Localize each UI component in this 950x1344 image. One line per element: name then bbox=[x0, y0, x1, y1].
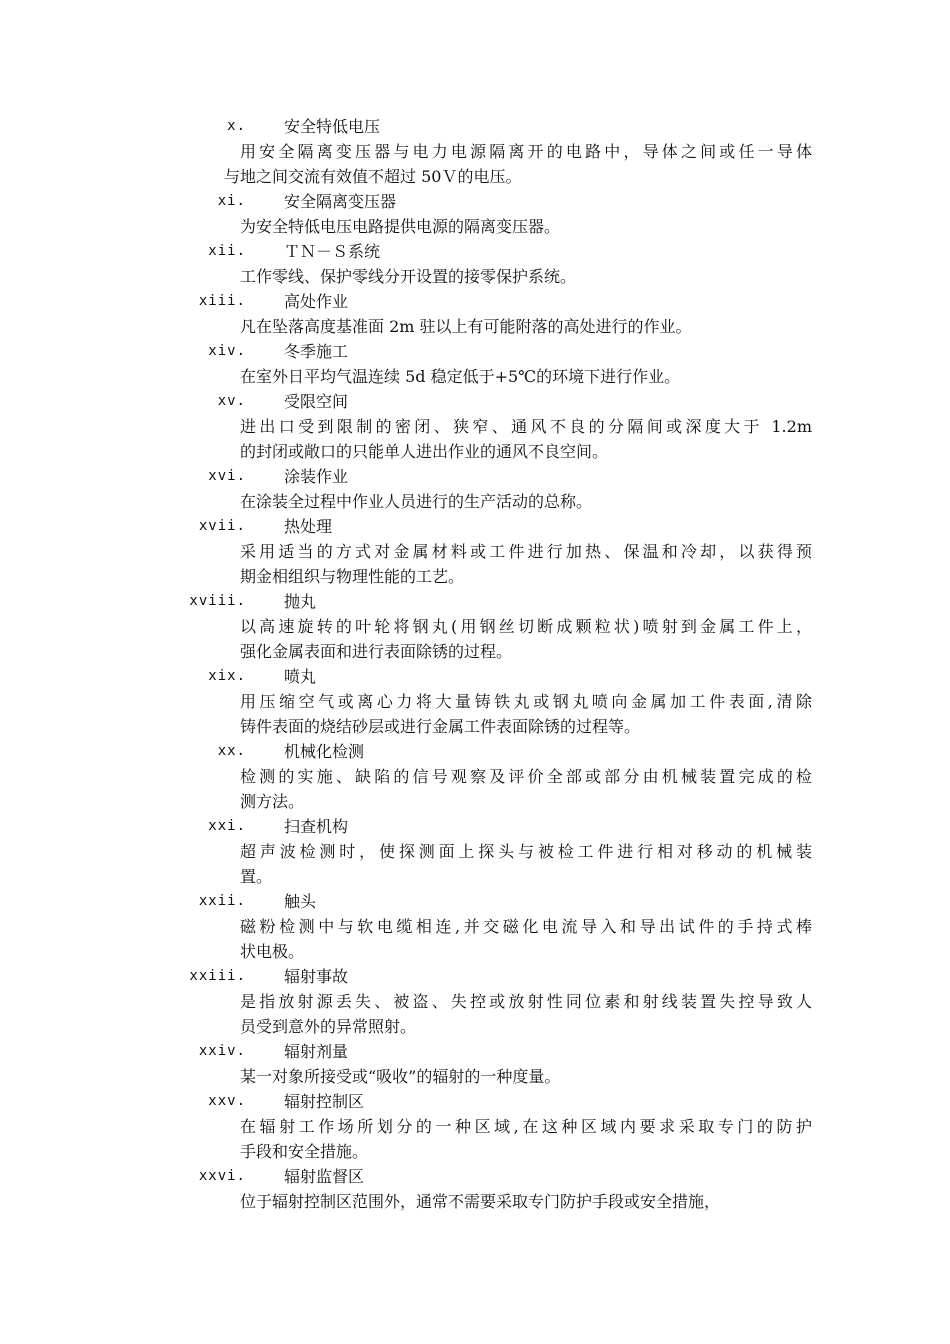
definition-entry bbox=[0, 1164, 950, 1214]
entry-description-line: 在辐射工作场所划分的一种区域,在这种区域内要求采取专门的防护 bbox=[240, 1117, 812, 1136]
entry-number: xxiv. bbox=[198, 1043, 246, 1059]
definition-list bbox=[0, 114, 950, 1214]
definition-entry bbox=[0, 814, 950, 889]
entry-term: 安全隔离变压器 bbox=[284, 192, 397, 211]
entry-description-line: 在室外日平均气温连续 5d 稳定低于+5℃的环境下进行作业。 bbox=[240, 367, 681, 386]
entry-heading bbox=[0, 1089, 950, 1114]
definition-entry bbox=[0, 964, 950, 1039]
entry-description-line: 手段和安全措施。 bbox=[240, 1142, 369, 1161]
entry-heading bbox=[0, 664, 950, 689]
entry-heading bbox=[0, 889, 950, 914]
entry-term: 高处作业 bbox=[284, 292, 349, 311]
entry-number: xii. bbox=[208, 243, 246, 259]
entry-description-line: 与地之间交流有效值不超过 50Ｖ的电压。 bbox=[224, 167, 522, 186]
entry-term: 辐射控制区 bbox=[284, 1092, 365, 1111]
entry-description-line: 期金相组织与物理性能的工艺。 bbox=[240, 567, 465, 586]
entry-number: xxiii. bbox=[189, 968, 246, 984]
entry-term: 受限空间 bbox=[284, 392, 349, 411]
entry-number: xiv. bbox=[208, 343, 246, 359]
entry-heading bbox=[0, 514, 950, 539]
entry-term: 扫查机构 bbox=[284, 817, 349, 836]
entry-number: xx. bbox=[217, 743, 246, 759]
entry-description-line: 以高速旋转的叶轮将钢丸(用钢丝切断成颗粒状)喷射到金属工件上， bbox=[240, 617, 812, 636]
definition-entry bbox=[0, 189, 950, 239]
entry-heading bbox=[0, 389, 950, 414]
entry-description-line: 用压缩空气或离心力将大量铸铁丸或钢丸喷向金属加工件表面,清除 bbox=[240, 692, 812, 711]
definition-entry bbox=[0, 589, 950, 664]
entry-heading bbox=[0, 189, 950, 214]
entry-number: xvi. bbox=[208, 468, 246, 484]
entry-term: 涂装作业 bbox=[284, 467, 349, 486]
entry-description-line: 用安全隔离变压器与电力电源隔离开的电路中，导体之间或任一导体 bbox=[240, 142, 812, 161]
entry-term: 抛丸 bbox=[284, 592, 317, 611]
entry-number: xv. bbox=[217, 393, 246, 409]
entry-number: xxi. bbox=[208, 818, 246, 834]
entry-heading bbox=[0, 1039, 950, 1064]
entry-description-line: 测方法。 bbox=[240, 792, 305, 811]
entry-description-line: 置。 bbox=[240, 867, 273, 886]
entry-term: ＴＮ－Ｓ系统 bbox=[284, 242, 381, 261]
entry-term: 安全特低电压 bbox=[284, 117, 381, 136]
entry-heading bbox=[0, 289, 950, 314]
entry-heading bbox=[0, 339, 950, 364]
entry-number: xiii. bbox=[198, 293, 246, 309]
entry-description-line: 员受到意外的异常照射。 bbox=[240, 1017, 417, 1036]
definition-entry bbox=[0, 514, 950, 589]
entry-number: xxvi. bbox=[198, 1168, 246, 1184]
definition-entry bbox=[0, 1089, 950, 1164]
entry-number: xix. bbox=[208, 668, 246, 684]
entry-heading bbox=[0, 964, 950, 989]
entry-description-line: 的封闭或敞口的只能单人进出作业的通风不良空间。 bbox=[240, 442, 609, 461]
entry-description-line: 在涂装全过程中作业人员进行的生产活动的总称。 bbox=[240, 492, 593, 511]
entry-description-line: 磁粉检测中与软电缆相连,并交磁化电流导入和导出试件的手持式棒 bbox=[240, 917, 812, 936]
entry-term: 辐射监督区 bbox=[284, 1167, 365, 1186]
entry-description-line: 凡在坠落高度基准面 2m 驻以上有可能附落的高处进行的作业。 bbox=[240, 317, 692, 336]
definition-entry bbox=[0, 239, 950, 289]
definition-entry bbox=[0, 889, 950, 964]
entry-number: xxv. bbox=[208, 1093, 246, 1109]
entry-number: xviii. bbox=[189, 593, 246, 609]
entry-description-line: 强化金属表面和进行表面除锈的过程。 bbox=[240, 642, 513, 661]
definition-entry bbox=[0, 464, 950, 514]
entry-term: 喷丸 bbox=[284, 667, 317, 686]
definition-entry bbox=[0, 1039, 950, 1089]
entry-description-line: 位于辐射控制区范围外，通常不需要采取专门防护手段或安全措施， bbox=[240, 1192, 721, 1211]
entry-heading bbox=[0, 1164, 950, 1189]
entry-heading bbox=[0, 814, 950, 839]
definition-entry bbox=[0, 664, 950, 739]
entry-description-line: 采用适当的方式对金属材料或工件进行加热、保温和冷却，以获得预 bbox=[240, 542, 812, 561]
entry-term: 触头 bbox=[284, 892, 317, 911]
entry-term: 冬季施工 bbox=[284, 342, 349, 361]
entry-description-line: 超声波检测时，使探测面上探头与被检工件进行相对移动的机械装 bbox=[240, 842, 812, 861]
entry-description-line: 是指放射源丢失、被盗、失控或放射性同位素和射线装置失控导致人 bbox=[240, 992, 812, 1011]
entry-heading bbox=[0, 739, 950, 764]
definition-entry bbox=[0, 739, 950, 814]
entry-number: xxii. bbox=[198, 893, 246, 909]
entry-description-line: 进出口受到限制的密闭、狭窄、通风不良的分隔间或深度大于 1.2m bbox=[240, 417, 812, 436]
entry-description-line: 为安全特低电压电路提供电源的隔离变压器。 bbox=[240, 217, 561, 236]
entry-term: 辐射剂量 bbox=[284, 1042, 349, 1061]
entry-heading bbox=[0, 589, 950, 614]
entry-heading bbox=[0, 114, 950, 139]
entry-term: 辐射事故 bbox=[284, 967, 349, 986]
entry-description-line: 检测的实施、缺陷的信号观察及评价全部或部分由机械装置完成的检 bbox=[240, 767, 812, 786]
entry-heading bbox=[0, 464, 950, 489]
entry-term: 热处理 bbox=[284, 517, 333, 536]
definition-entry bbox=[0, 114, 950, 189]
entry-term: 机械化检测 bbox=[284, 742, 365, 761]
entry-description-line: 状电极。 bbox=[240, 942, 305, 961]
entry-number: x. bbox=[227, 118, 246, 134]
entry-heading bbox=[0, 239, 950, 264]
entry-description-line: 某一对象所接受或“吸收”的辐射的一种度量。 bbox=[240, 1067, 561, 1086]
definition-entry bbox=[0, 289, 950, 339]
entry-description-line: 铸件表面的烧结砂层或进行金属工件表面除锈的过程等。 bbox=[240, 717, 641, 736]
definition-entry bbox=[0, 339, 950, 389]
entry-number: xi. bbox=[217, 193, 246, 209]
definition-entry bbox=[0, 389, 950, 464]
entry-description-line: 工作零线、保护零线分开设置的接零保护系统。 bbox=[240, 267, 577, 286]
entry-number: xvii. bbox=[198, 518, 246, 534]
